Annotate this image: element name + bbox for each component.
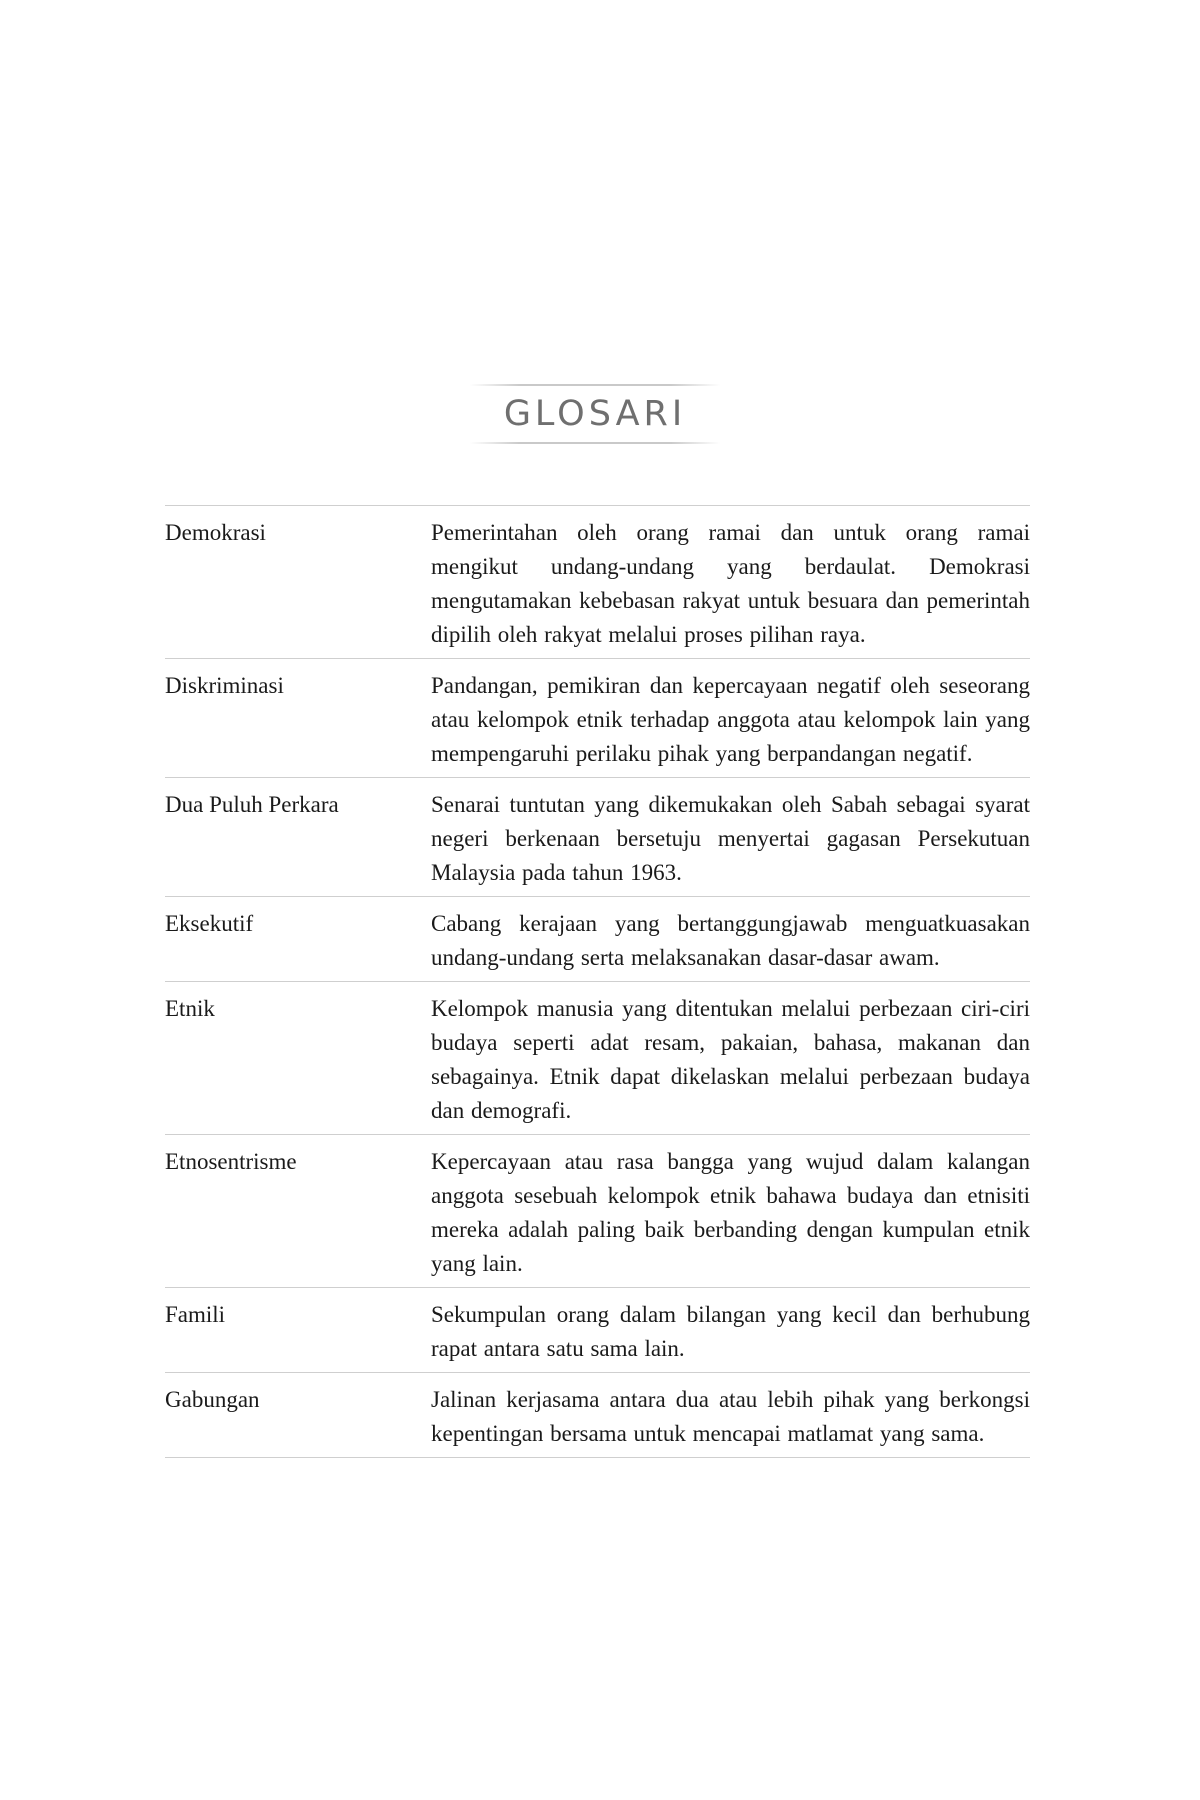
glossary-entry [165, 505, 1030, 658]
glossary-entry [165, 981, 1030, 1134]
glossary-entry [165, 1372, 1030, 1458]
glossary-definition: Sekumpulan orang dalam bilangan yang kecil dan berhubung rapat antara satu sama lain. [431, 1302, 1030, 1361]
glossary-definition: Kelompok manusia yang ditentukan melalui perbezaan ciri-ciri budaya seperti adat resam, pakaian, bahasa, makanan dan sebagainya. Etnik dapat dikelaskan melalui perbezaan budaya dan demografi. [431, 996, 1030, 1123]
glossary-term: Etnik [165, 996, 215, 1021]
glossary-definition: Senarai tuntutan yang dikemukakan oleh Sabah sebagai syarat negeri berkenaan bersetuju menyertai gagasan Persekutuan Malaysia pada tahun 1963. [431, 792, 1030, 885]
glossary-entry [165, 896, 1030, 981]
title-top-rule [470, 384, 720, 386]
glossary-definition: Pemerintahan oleh orang ramai dan untuk orang ramai mengikut undang-undang yang berdaulat. Demokrasi mengutamakan kebebasan rakyat untuk besuara dan pemerintah dipilih oleh rakyat melalui proses pilihan raya. [431, 520, 1030, 647]
page-title: GLOSARI [503, 394, 687, 434]
glossary-entry [165, 1287, 1030, 1372]
glossary-definition: Jalinan kerjasama antara dua atau lebih pihak yang berkongsi kepentingan bersama untuk mencapai matlamat yang sama. [431, 1387, 1030, 1446]
glossary-term: Famili [165, 1302, 226, 1327]
glossary-definition: Pandangan, pemikiran dan kepercayaan negatif oleh seseorang atau kelompok etnik terhadap anggota atau kelompok lain yang mempengaruhi perilaku pihak yang berpandangan negatif. [431, 673, 1030, 766]
glossary-definition: Kepercayaan atau rasa bangga yang wujud dalam kalangan anggota sesebuah kelompok etnik bahawa budaya dan etnisiti mereka adalah paling baik berbanding dengan kumpulan etnik yang lain. [431, 1149, 1030, 1276]
glossary-term: Diskriminasi [165, 673, 284, 698]
glossary-term: Eksekutif [165, 911, 254, 936]
page-title-block [470, 382, 720, 446]
glossary-definition: Cabang kerajaan yang bertanggungjawab menguatkuasakan undang-undang serta melaksanakan dasar-dasar awam. [431, 911, 1030, 970]
glossary-entry [165, 777, 1030, 896]
glossary-entry [165, 1134, 1030, 1287]
glossary-term: Gabungan [165, 1387, 260, 1412]
glossary-entry [165, 658, 1030, 777]
glossary-term: Demokrasi [165, 520, 266, 545]
glossary-term: Etnosentrisme [165, 1149, 297, 1174]
glossary-term: Dua Puluh Perkara [165, 792, 339, 817]
title-bottom-rule [470, 442, 720, 444]
glossary-table [165, 505, 1030, 1458]
